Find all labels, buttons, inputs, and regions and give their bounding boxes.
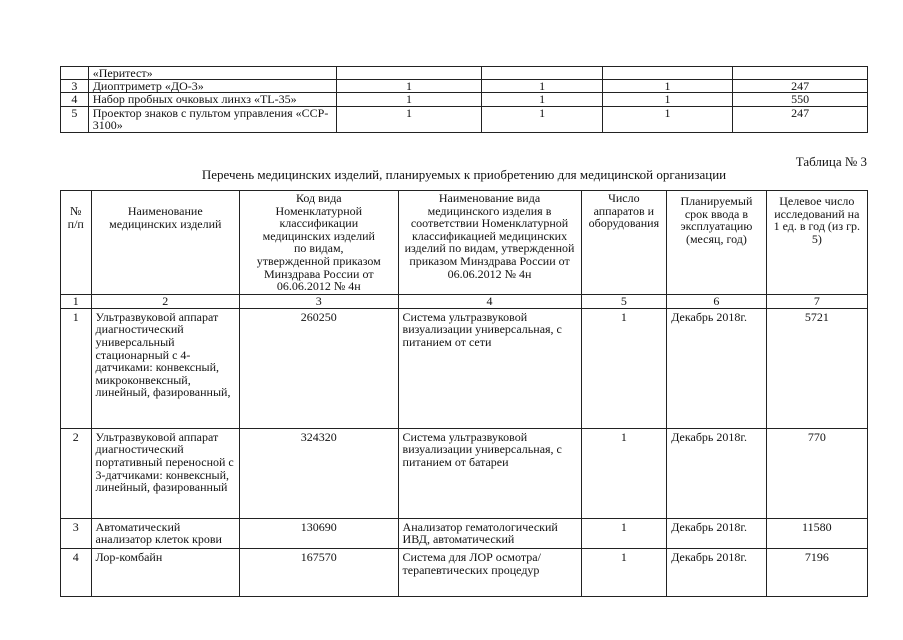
column-number: 3 bbox=[240, 294, 399, 308]
target-studies: 5721 bbox=[766, 308, 867, 428]
continuation-table-body bbox=[61, 67, 868, 133]
table-row bbox=[61, 93, 868, 107]
row-number: 1 bbox=[61, 308, 92, 428]
column-number: 6 bbox=[667, 294, 766, 308]
device-name: Ультразвуковой аппарат диагностический универсальный стационарный с 4-датчиками: конвексный, микроконвексный, линейный, фазированный, bbox=[91, 308, 239, 428]
column-number: 7 bbox=[766, 294, 867, 308]
table-caption: Перечень медицинских изделий, планируемых к приобретению для медицинской организации bbox=[201, 167, 727, 182]
quantity-cell: 1 bbox=[482, 107, 602, 133]
device-name: Набор пробных очковых линхз «TL-35» bbox=[88, 93, 336, 107]
device-type-name: Система ультразвуковой визуализации универсальная, с питанием от батареи bbox=[398, 428, 581, 518]
commissioning-date: Декабрь 2018г. bbox=[667, 518, 766, 548]
device-count: 1 bbox=[581, 548, 667, 596]
device-name: Автоматический анализатор клеток крови bbox=[91, 518, 239, 548]
device-name: Ультразвуковой аппарат диагностический портативный переносной с 3-датчиками: конвексный, линейный, фазированный bbox=[91, 428, 239, 518]
device-type-name: Система для ЛОР осмотра/терапевтических процедур bbox=[398, 548, 581, 596]
nomenclature-code: 260250 bbox=[240, 308, 399, 428]
column-number: 2 bbox=[91, 294, 239, 308]
table-row bbox=[61, 67, 868, 80]
column-number: 4 bbox=[398, 294, 581, 308]
device-count: 1 bbox=[581, 308, 667, 428]
medical-devices-table bbox=[60, 190, 868, 597]
device-type-name: Система ультразвуковой визуализации универсальная, с питанием от сети bbox=[398, 308, 581, 428]
nomenclature-code: 324320 bbox=[240, 428, 399, 518]
row-number: 4 bbox=[61, 93, 89, 107]
header-row bbox=[61, 191, 868, 295]
target-studies: 770 bbox=[766, 428, 867, 518]
device-name: Проектор знаков с пультом управления «CCP-3100» bbox=[88, 107, 336, 133]
quantity-cell: 1 bbox=[336, 93, 482, 107]
target-studies: 7196 bbox=[766, 548, 867, 596]
table-row bbox=[61, 80, 868, 93]
commissioning-date: Декабрь 2018г. bbox=[667, 548, 766, 596]
nomenclature-code: 167570 bbox=[240, 548, 399, 596]
header-code: Код вида Номенклатурной классификации медицинских изделий по видам, утвержденной приказом Минздрава России от 06.06.2012 № 4н bbox=[240, 191, 399, 295]
table-row bbox=[61, 548, 868, 596]
header-date: Планируемый срок ввода в эксплуатацию (месяц, год) bbox=[667, 191, 766, 295]
value-cell: 247 bbox=[733, 80, 868, 93]
column-number: 1 bbox=[61, 294, 92, 308]
quantity-cell: 1 bbox=[602, 107, 733, 133]
quantity-cell: 1 bbox=[482, 80, 602, 93]
commissioning-date: Декабрь 2018г. bbox=[667, 308, 766, 428]
quantity-cell: 1 bbox=[482, 93, 602, 107]
quantity-cell bbox=[602, 67, 733, 80]
row-number bbox=[61, 67, 89, 80]
header-num: № п/п bbox=[61, 191, 92, 295]
device-count: 1 bbox=[581, 428, 667, 518]
quantity-cell bbox=[482, 67, 602, 80]
device-name: Диоптриметр «ДО-3» bbox=[88, 80, 336, 93]
value-cell bbox=[733, 67, 868, 80]
commissioning-date: Декабрь 2018г. bbox=[667, 428, 766, 518]
header-count: Число аппаратов и оборудования bbox=[581, 191, 667, 295]
quantity-cell: 1 bbox=[336, 80, 482, 93]
row-number: 4 bbox=[61, 548, 92, 596]
table-row bbox=[61, 308, 868, 428]
table-row bbox=[61, 518, 868, 548]
header-target: Целевое число исследований на 1 ед. в год (из гр. 5) bbox=[766, 191, 867, 295]
row-number: 3 bbox=[61, 80, 89, 93]
device-name: Лор-комбайн bbox=[91, 548, 239, 596]
quantity-cell: 1 bbox=[336, 107, 482, 133]
column-numbers-row bbox=[61, 294, 868, 308]
column-number: 5 bbox=[581, 294, 667, 308]
quantity-cell: 1 bbox=[602, 80, 733, 93]
row-number: 3 bbox=[61, 518, 92, 548]
table-number-label: Таблица № 3 bbox=[795, 154, 867, 169]
device-count: 1 bbox=[581, 518, 667, 548]
header-name: Наименование медицинских изделий bbox=[91, 191, 239, 295]
target-studies: 11580 bbox=[766, 518, 867, 548]
table-row bbox=[61, 107, 868, 133]
table-row bbox=[61, 428, 868, 518]
row-number: 5 bbox=[61, 107, 89, 133]
row-number: 2 bbox=[61, 428, 92, 518]
device-type-name: Анализатор гематологический ИВД, автоматический bbox=[398, 518, 581, 548]
header-type: Наименование вида медицинского изделия в соответствии Номенклатурной классификацией медицинских изделий по видам, утвержденной приказом Минздрава России от 06.06.2012 № 4н bbox=[398, 191, 581, 295]
medical-devices-table-body bbox=[61, 308, 868, 596]
quantity-cell: 1 bbox=[602, 93, 733, 107]
value-cell: 247 bbox=[733, 107, 868, 133]
device-name: «Перитест» bbox=[88, 67, 336, 80]
nomenclature-code: 130690 bbox=[240, 518, 399, 548]
continuation-table bbox=[60, 66, 868, 133]
value-cell: 550 bbox=[733, 93, 868, 107]
quantity-cell bbox=[336, 67, 482, 80]
